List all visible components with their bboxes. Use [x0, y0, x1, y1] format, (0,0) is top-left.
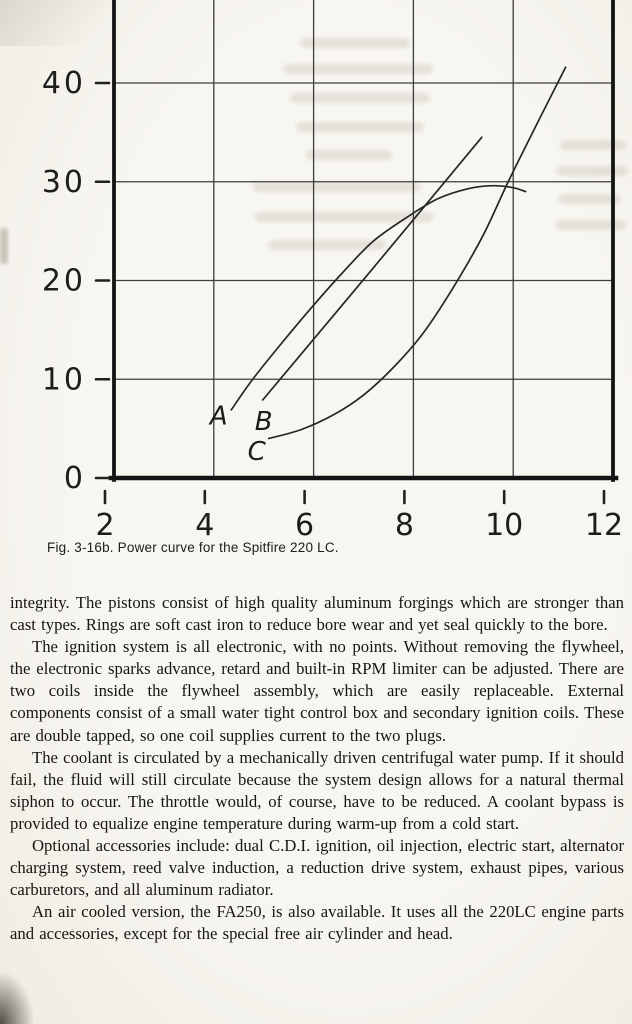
y-tick-label-20: 20: [41, 263, 86, 299]
paragraph-coolant: The coolant is circulated by a mechanically driven centrifugal water pump. If it should fail, the fluid will still circulate because the system design allows for a natural thermal siphon to occur. The throttle would, of course, have to be reduced. A coolant bypass is provided to equalize engine temperature during warm-up from a cold start.: [10, 747, 624, 833]
y-tick-label-40: 40: [41, 66, 86, 101]
x-axis-ticks-and-labels: [95, 491, 623, 543]
y-tick-label-0: 0: [63, 461, 86, 496]
x-tick-label-8: 8: [394, 508, 414, 543]
curve-label-A: A: [209, 401, 228, 432]
x-tick-label-12: 12: [584, 508, 624, 543]
paragraph-ignition: The ignition system is all electronic, with no points. Without removing the flywheel, the electronic sparks advance, retard and built-in RPM limiter can be adjusted. There are two coils inside the flywheel assembly, which are easily replaceable. External components consist of a small water tight control box and secondary ignition coils. These are double tapped, so one coil supplies current to the two plugs.: [10, 637, 624, 745]
y-tick-label-30: 30: [41, 164, 86, 200]
power-curves: [231, 67, 565, 438]
curve-labels: [208, 402, 273, 468]
scan-corner-shadow: [0, 972, 34, 1024]
x-tick-label-2: 2: [95, 508, 115, 543]
curve-label-C: C: [247, 437, 266, 468]
y-axis-ticks-and-labels: [42, 66, 109, 496]
curve-label-B: B: [254, 407, 273, 438]
curve-B: [263, 137, 482, 400]
chart-borders: [111, 0, 616, 480]
paragraph-accessories: Optional accessories include: dual C.D.I. ignition, oil injection, electric start, alternator charging system, reed valve induction, a reduction drive system, exhaust pipes, various carburetors, and all aluminum radiator.: [10, 836, 624, 900]
x-tick-label-6: 6: [295, 508, 315, 543]
body-text: [10, 592, 624, 946]
figure-caption: Fig. 3-16b. Power curve for the Spitfire 220 LC.: [47, 540, 339, 555]
x-tick-label-4: 4: [195, 508, 215, 543]
paragraph-air-cooled: An air cooled version, the FA250, is also available. It uses all the 220LC engine parts and accessories, except for the special free air cylinder and head.: [10, 902, 624, 944]
paragraph-pistons: integrity. The pistons consist of high quality aluminum forgings which are stronger than cast types. Rings are soft cast iron to reduce bore wear and yet seal quickly to the bore.: [10, 593, 624, 635]
curve-A: [231, 186, 525, 410]
y-tick-label-10: 10: [41, 362, 86, 398]
x-tick-label-10: 10: [485, 508, 524, 543]
chart-gridlines: [114, 0, 613, 478]
